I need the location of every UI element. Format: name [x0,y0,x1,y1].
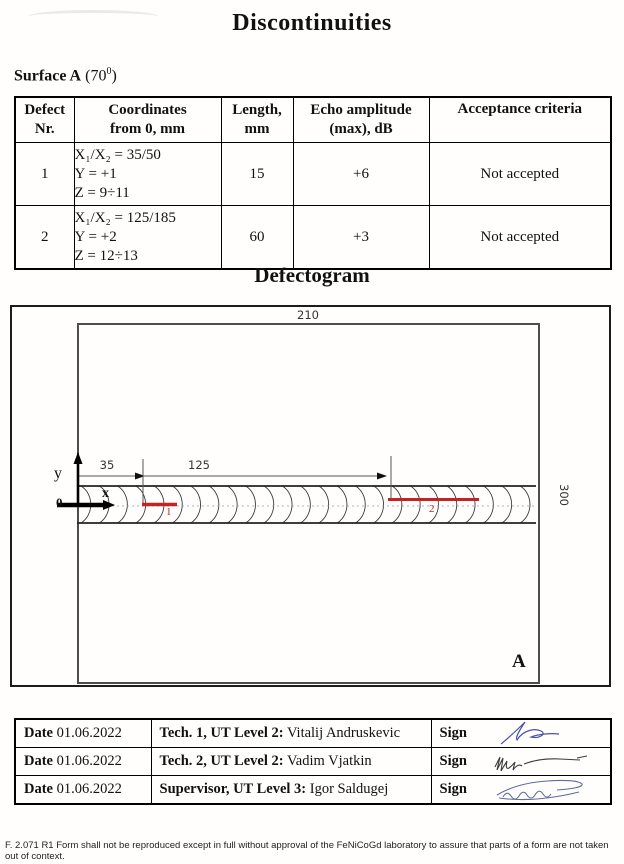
defect-row-2 [15,206,611,270]
surface-marker: A [512,651,526,672]
sign-cell: Sign [431,748,611,776]
defectogram [10,305,611,687]
defect-2-nr: 2 [15,206,74,270]
dimension-height-label: 300 [557,484,571,506]
signature-row-1 [15,719,611,748]
signature-row-2 [15,748,611,776]
signature-table [14,718,612,805]
defect-row-1 [15,143,611,206]
defect-table-header-row [15,97,611,143]
date-cell: Date 01.06.2022 [15,776,151,805]
role-cell: Tech. 2, UT Level 2: Vadim Vjatkin [151,748,431,776]
col-header-defect-nr: Defect Nr. [15,97,74,143]
defect-1-length: 15 [221,143,293,206]
form-footer-note: F. 2.071 R1 Form shall not be reproduced except in full without approval of the FeNiCoGd laboratory to assure that parts of a form are not taken out of context. [5,840,609,862]
defect-2-number: 2 [429,503,435,515]
role-cell: Supervisor, UT Level 3: Igor Saldugej [151,776,431,805]
signature-2 [489,749,599,775]
col-header-acceptance: Acceptance criteria [429,97,611,143]
date-cell: Date 01.06.2022 [15,748,151,776]
defect-table [14,96,612,270]
sign-cell: Sign [431,719,611,748]
defectogram-title: Defectogram [254,263,370,287]
page-title: Discontinuities [232,10,392,36]
surface-label: Surface A [14,67,82,85]
dimension-125-label: 125 [188,458,210,472]
signature-row-3 [15,776,611,805]
dimension-width-label: 210 [297,308,319,322]
y-axis-label: y [54,465,62,482]
surface-angle-open: (70 [81,67,107,85]
col-header-echo-amplitude: Echo amplitude (max), dB [293,97,429,143]
defect-1-number: 1 [166,506,172,518]
origin-label: 0 [56,495,63,510]
defect-2-coordinates: X₁/X₂ = 125/185 Y = +2 Z = 12÷13 [74,206,221,270]
signature-1 [489,721,599,747]
defect-2-length: 60 [221,206,293,270]
surface-angle-close: ) [111,67,117,85]
defect-1-acceptance: Not accepted [429,143,611,206]
defect-2-acceptance: Not accepted [429,206,611,270]
dimension-35-label: 35 [99,458,115,472]
role-cell: Tech. 1, UT Level 2: Vitalij Andruskevic [151,719,431,748]
x-axis-label: x [102,486,109,501]
col-header-length: Length, mm [221,97,293,143]
sign-cell: Sign [431,776,611,805]
signature-3 [489,777,599,803]
defect-1-nr: 1 [15,143,74,206]
surface-heading [14,66,117,85]
dim-125-arrow [377,473,387,480]
col-header-coordinates: Coordinates from 0, mm [74,97,221,143]
defect-1-coordinates: X₁/X₂ = 35/50 Y = +1 Z = 9÷11 [74,143,221,206]
defect-1-echo: +6 [293,143,429,206]
date-cell: Date 01.06.2022 [15,719,151,748]
defect-2-echo: +3 [293,206,429,270]
surface-angle-sup: 0 [106,66,112,77]
y-axis-arrowhead [74,452,83,464]
